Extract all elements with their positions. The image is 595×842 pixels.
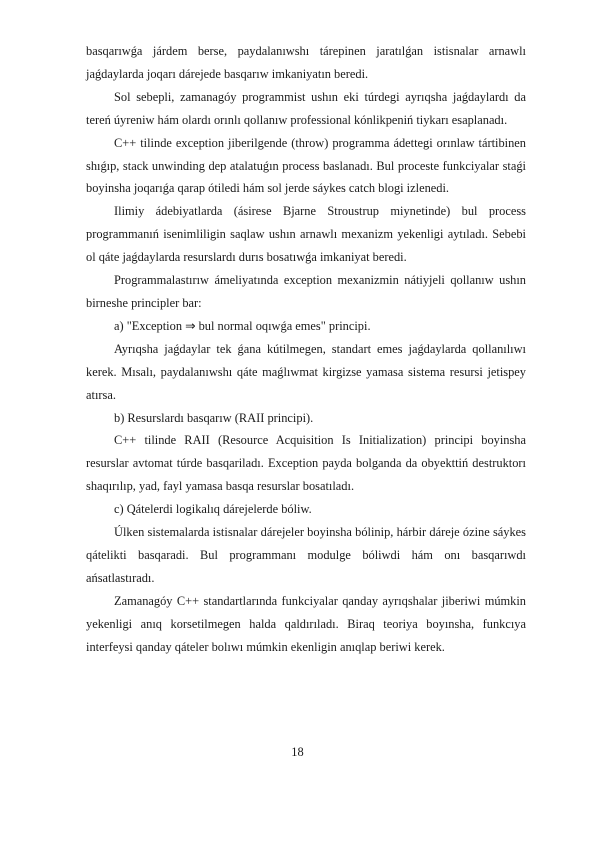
list-heading-b: b) Resurslardı basqarıw (RAII principi). (114, 410, 314, 425)
paragraph: Ilimiy ádebiyatlarda (ásirese Bjarne Stroustrup miynetinde) bul process programmanıń isenimliligin saqlaw ushın arnawlı mexanizm yekenligi aytıladı. Sebebi ol qáte jaǵdaylarda resurslardı durıs bosatıwǵa imkaniyat beredi. (86, 204, 526, 265)
page-number: 18 (291, 745, 304, 759)
paragraph: Úlken sistemalarda istisnalar dárejeler boyinsha bólinip, hárbir dáreje ózine sáykes qátelikti basqaradi. Bul programmanı modulge bóliwdi hám onı basqarıwdı ańsatlastıradı. (86, 525, 526, 585)
paragraph: C++ tilinde RAII (Resource Acquisition Is Initialization) principi boyinsha resurslar avtomat túrde basqariladı. Exception payda bolganda da obyekttiń destruktorı shaqırılıp, yad, fayl yamasa basqa resurslar bosatıladı. (86, 433, 526, 494)
paragraph: Sol sebepli, zamanagóy programmist ushın eki túrdegi ayrıqsha jaǵdaylardı da tereń úyreniw hám olardı orınlı qollanıw professional kónlikpeniń tiykarı esaplanadı. (86, 89, 526, 127)
paragraph: Zamanagóy C++ standartlarında funkciyalar qanday ayrıqshalar jiberiwi múmkin yekenligi anıq korsetilmegen halda qaldırıladı. Biraq teoriya boyınsha, funkcıya interfeysi qanday qáteler bolıwı múmkin ekenligin anıqlap beriwi kerek. (86, 593, 526, 654)
list-heading-a: a) "Exception ⇒ bul normal oqıwǵa emes" principi. (114, 318, 371, 333)
paragraph: Programmalastırıw ámeliyatında exception mexanizmin nátiyjeli qollanıw ushın birneshe principler bar: (86, 273, 526, 310)
document-body (86, 40, 526, 658)
paragraph: Ayrıqsha jaǵdaylar tek ǵana kútilmegen, standart emes jaǵdaylarda qollanılıwı kerek. Mısalı, paydalanıwshı qáte maǵlıwmat kirgizse yamasa sistema resursi jetispey atırsa. (86, 341, 526, 402)
list-heading-c: c) Qátelerdi logikalıq dárejelerde bóliw. (114, 502, 312, 517)
paragraph: C++ tilinde exception jiberilgende (throw) programma ádettegi orınlaw tártibinen shıǵıp, stack unwinding dep atalatuǵın process baslanadı. Bul proceste funkciyalar staǵi boyinsha joqarıǵa qarap ótiledi hám sol jerde sáykes catch blogi izlenedi. (86, 135, 526, 196)
paragraph-continuation: basqarıwǵa járdem berse, paydalanıwshı tárepinen jaratılǵan istisnalar arnawlı jaǵdaylarda joqarı dárejede basqarıw imkaniyatın beredi. (86, 44, 526, 81)
